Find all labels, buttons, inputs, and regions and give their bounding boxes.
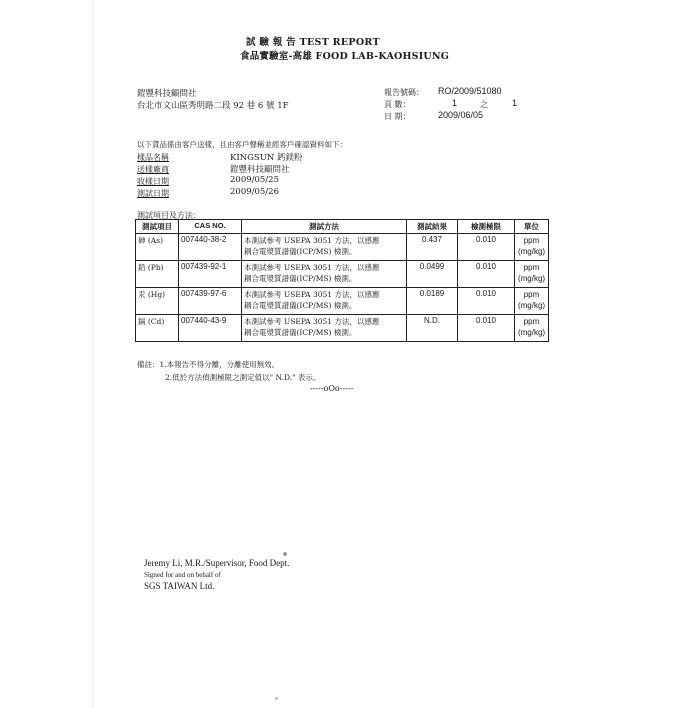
lab-name: 食品實驗室-高雄 FOOD LAB-KAOHSIUNG	[240, 51, 450, 62]
unit-line: ppm	[523, 290, 540, 299]
header-test-item: 測試項目	[136, 220, 179, 234]
cell-limit: 0.010	[458, 315, 515, 342]
method-line: 耦合電漿質譜儀(ICP/MS) 檢測。	[244, 247, 357, 256]
received-date-label: 收樣日期	[137, 177, 169, 186]
page-separator: 之	[480, 100, 488, 109]
table-row	[136, 315, 549, 342]
cell-unit	[515, 234, 549, 261]
cell-unit	[515, 315, 549, 342]
unit-line: ppm	[523, 317, 540, 326]
page-total: 1	[512, 98, 518, 108]
cell-item: 汞 (Hg)	[136, 288, 179, 315]
cell-unit	[515, 261, 549, 288]
cell-limit: 0.010	[458, 234, 515, 261]
speck-mark	[275, 697, 278, 700]
cell-cas: 007440-43-9	[179, 315, 242, 342]
note-1: 備註：1.本報告不得分離，分離使用無效。	[137, 360, 280, 369]
received-date-value: 2009/05/25	[230, 175, 279, 185]
table-row	[136, 261, 549, 288]
cell-item: 鎘 (Cd)	[136, 315, 179, 342]
header-test-method: 測試方法	[242, 220, 407, 234]
unit-line: (mg/kg)	[517, 328, 546, 337]
note-2: 2.低於方法偵測極限之測定值以" N.D." 表示。	[165, 373, 321, 382]
unit-line: ppm	[523, 263, 540, 272]
client-name: 鎧豐科技顧問社	[137, 89, 197, 99]
header-unit: 單位	[515, 220, 549, 234]
unit-line: (mg/kg)	[517, 301, 546, 310]
header-limit: 檢測極限	[458, 220, 515, 234]
test-items-title: 測試項目及方法：	[137, 211, 201, 220]
table-row	[136, 288, 549, 315]
method-line: 耦合電漿質譜儀(ICP/MS) 檢測。	[244, 301, 357, 310]
header-cas-no: CAS NO.	[179, 220, 242, 234]
report-title: 試 驗 報 告 TEST REPORT	[246, 37, 380, 48]
submitter-label: 送樣廠商	[137, 165, 169, 174]
signed-on-behalf: Signed for and on behalf of	[144, 571, 221, 579]
report-date-label: 日 期：	[384, 112, 411, 121]
client-address: 台北市文山區秀明路二段 92 巷 6 號 1F	[137, 101, 289, 111]
method-line: 耦合電漿質譜儀(ICP/MS) 檢測。	[244, 274, 357, 283]
cell-cas: 007439-97-6	[179, 288, 242, 315]
cell-method	[242, 315, 407, 342]
cell-limit: 0.010	[458, 261, 515, 288]
cell-result: 0.437	[407, 234, 458, 261]
sample-name-value: KINGSUN 鈣鎂粉	[230, 153, 303, 163]
cell-result: 0.0189	[407, 288, 458, 315]
speck-mark	[283, 552, 287, 556]
cell-cas: 007440-38-2	[179, 234, 242, 261]
method-line: 本測試參考 USEPA 3051 方法，以感應	[244, 317, 380, 326]
report-date-value: 2009/06/05	[438, 110, 484, 120]
method-line: 耦合電漿質譜儀(ICP/MS) 檢測。	[244, 328, 357, 337]
signatory-name: Jeremy Li, M.R./Supervisor, Food Dept.	[144, 558, 290, 568]
sample-name-label: 樣品名稱	[137, 153, 169, 162]
report-number-label: 報告號碼：	[384, 88, 424, 97]
cell-unit	[515, 288, 549, 315]
submitter-value: 鎧豐科技顧問社	[230, 165, 290, 175]
header-result: 測試結果	[407, 220, 458, 234]
end-of-report-mark: -----oOo-----	[310, 384, 354, 393]
cell-method	[242, 288, 407, 315]
page-count-label: 頁 數：	[384, 100, 411, 109]
report-number-value: RO/2009/51080	[438, 86, 502, 96]
unit-line: (mg/kg)	[517, 247, 546, 256]
unit-line: (mg/kg)	[517, 274, 546, 283]
method-line: 本測試參考 USEPA 3051 方法，以感應	[244, 263, 380, 272]
method-line: 本測試參考 USEPA 3051 方法，以感應	[244, 236, 380, 245]
cell-method	[242, 234, 407, 261]
cell-cas: 007439-92-1	[179, 261, 242, 288]
signing-company: SGS TAIWAN Ltd.	[144, 581, 215, 591]
page-current: 1	[452, 98, 458, 108]
cell-method	[242, 261, 407, 288]
unit-line: ppm	[523, 236, 540, 245]
intro-text: 以下貨品係由客戶送樣，且由客戶聲稱並經客戶確認資料如下：	[137, 140, 347, 149]
method-line: 本測試參考 USEPA 3051 方法，以感應	[244, 290, 380, 299]
cell-item: 鉛 (Pb)	[136, 261, 179, 288]
cell-limit: 0.010	[458, 288, 515, 315]
cell-item: 砷 (As)	[136, 234, 179, 261]
results-table	[135, 219, 549, 342]
test-date-label: 測試日期	[137, 189, 169, 198]
table-header-row	[136, 220, 549, 234]
test-date-value: 2009/05/26	[230, 187, 279, 197]
cell-result: N.D.	[407, 315, 458, 342]
table-row	[136, 234, 549, 261]
cell-result: 0.0499	[407, 261, 458, 288]
